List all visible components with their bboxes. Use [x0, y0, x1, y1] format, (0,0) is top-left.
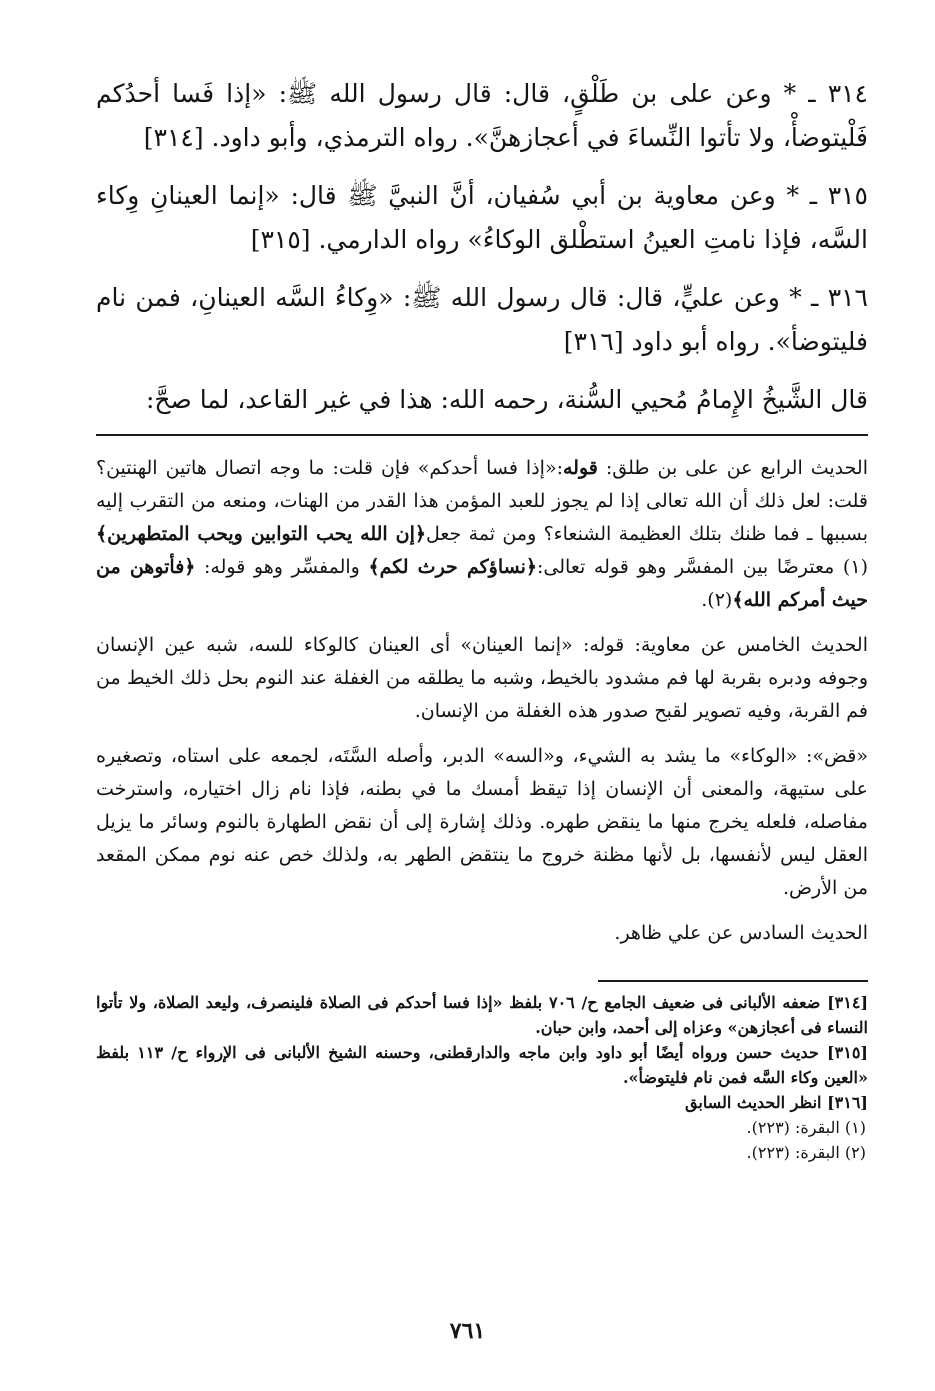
hadith-316: ٣١٦ ـ * وعن عليٍّ، قال: قال رسول الله ﷺ: «وِكاءُ السَّه العينانِ، فمن نام فليتوضأ». رواه أبو داود [٣١٦]: [96, 283, 868, 356]
section-divider: [96, 434, 868, 436]
commentary-text: :«إذا فسا أحدكم» فإن قلت: ما وجه اتصال هاتين الهنتين؟ قلت: لعل ذلك أن الله تعالى إذا لم يجوز للعبد المؤمن هذا القدر من الهنات، ومنعه من التقرب إليه بسببها ـ فما ظنك بتلك العظيمة الشنعاء؟ ومن ثمة جعل: [96, 457, 868, 545]
quran-quote: ﴿فأتوهن من حيث أمركم الله﴾: [96, 556, 868, 611]
note-2: (٢) البقرة: (٢٢٣).: [746, 1143, 866, 1162]
footnote-316: [٣١٦] انظر الحديث السابق: [685, 1093, 868, 1112]
hadith-315: ٣١٥ ـ * وعن معاوية بن أبي سُفيان، أنَّ النبيَّ ﷺ قال: «إنما العينانِ وِكاء السَّه، فإذا نامتِ العينُ استطْلق الوكاءُ» رواه الدارمي. [٣١٥]: [96, 181, 868, 254]
footnotes-section: [96, 990, 868, 1165]
quran-quote: ﴿نساؤكم حرث لكم﴾: [368, 556, 538, 578]
commentary-paragraph-1: [96, 452, 868, 617]
commentary-bold: قوله: [562, 457, 598, 479]
footnote-divider: [598, 980, 868, 982]
commentary-section: [96, 452, 868, 950]
commentary-text: (٢).: [701, 589, 733, 611]
page-body: [96, 72, 868, 1165]
quran-quote: ﴿إن الله يحب التوابين ويحب المتطهرين﴾: [96, 523, 426, 545]
commentary-paragraph-3: «قض»: «الوكاء» ما يشد به الشيء، و«السه» الدبر، وأصله السَّتَه، لجمعه على استاه، وتصغيره على ستيهة، والمعنى أن الإنسان إذا تيقظ أمسك ما في بطنه، فإذا نام زال اختياره، واسترخت مفاصله، فلعله يخرج منها ما ينقض طهره. وذلك إشارة إلى أن نقض الطهارة بالنوم وسائر ما يزيل العقل ليس لأنفسها، بل لأنها مظنة خروج ما ينتقض الطهر به، ولذلك خص عنه نوم ممكن المقعد من الأرض.: [96, 745, 868, 899]
footnote-315: [٣١٥] حديث حسن ورواه أيضًا أبو داود وابن ماجه والدارقطنى، وحسنه الشيخ الألبانى فى الإرواء ح/ ١١٣ بلفظ «العين وكاء السَّه فمن نام فليتوضأ».: [96, 1043, 868, 1087]
commentary-text: والمفسِّر وهو قوله:: [195, 556, 369, 578]
commentary-paragraph-2: الحديث الخامس عن معاوية: قوله: «إنما العينان» أى العينان كالوكاء للسه، شبه عين الإنسان وجوفه ودبره بقربة لها فم مشدود بالخيط، وشبه ما يطلقه من الغفلة عند النوم بحل ذلك الخيط من فم القربة، وفيه تصوير لقبح صدور هذه الغفلة من الإنسان.: [96, 634, 868, 722]
hadith-section: [96, 72, 868, 422]
closing-line: قال الشَّيخُ الإِمامُ مُحيي السُّنة، رحمه الله: هذا في غير القاعد، لما صحَّ:: [145, 385, 868, 414]
footnote-314: [٣١٤] ضعفه الألبانى فى ضعيف الجامع ح/ ٧٠٦ بلفظ «إذا فسا أحدكم فى الصلاة فلينصرف، وليعد الصلاة، ولا تأتوا النساء فى أعجازهن» وعزاه إلى أحمد، وابن حبان.: [96, 993, 869, 1037]
page-number: ٧٦١: [449, 1318, 486, 1344]
commentary-text: الحديث الرابع عن على بن طلق:: [597, 457, 868, 479]
commentary-paragraph-4: الحديث السادس عن علي ظاهر.: [614, 922, 868, 944]
hadith-314: ٣١٤ ـ * وعن على بن طَلْقٍ، قال: قال رسول الله ﷺ: «إذا فَسا أحدُكم فَلْيتوضأْ، ولا تأتوا النِّساءَ في أعجازهنَّ». رواه الترمذي، وأبو داود. [٣١٤]: [96, 79, 868, 152]
commentary-text: (١) معترضًا بين المفسَّر وهو قوله تعالى:: [537, 556, 868, 578]
note-1: (١) البقرة: (٢٢٣).: [746, 1118, 866, 1137]
